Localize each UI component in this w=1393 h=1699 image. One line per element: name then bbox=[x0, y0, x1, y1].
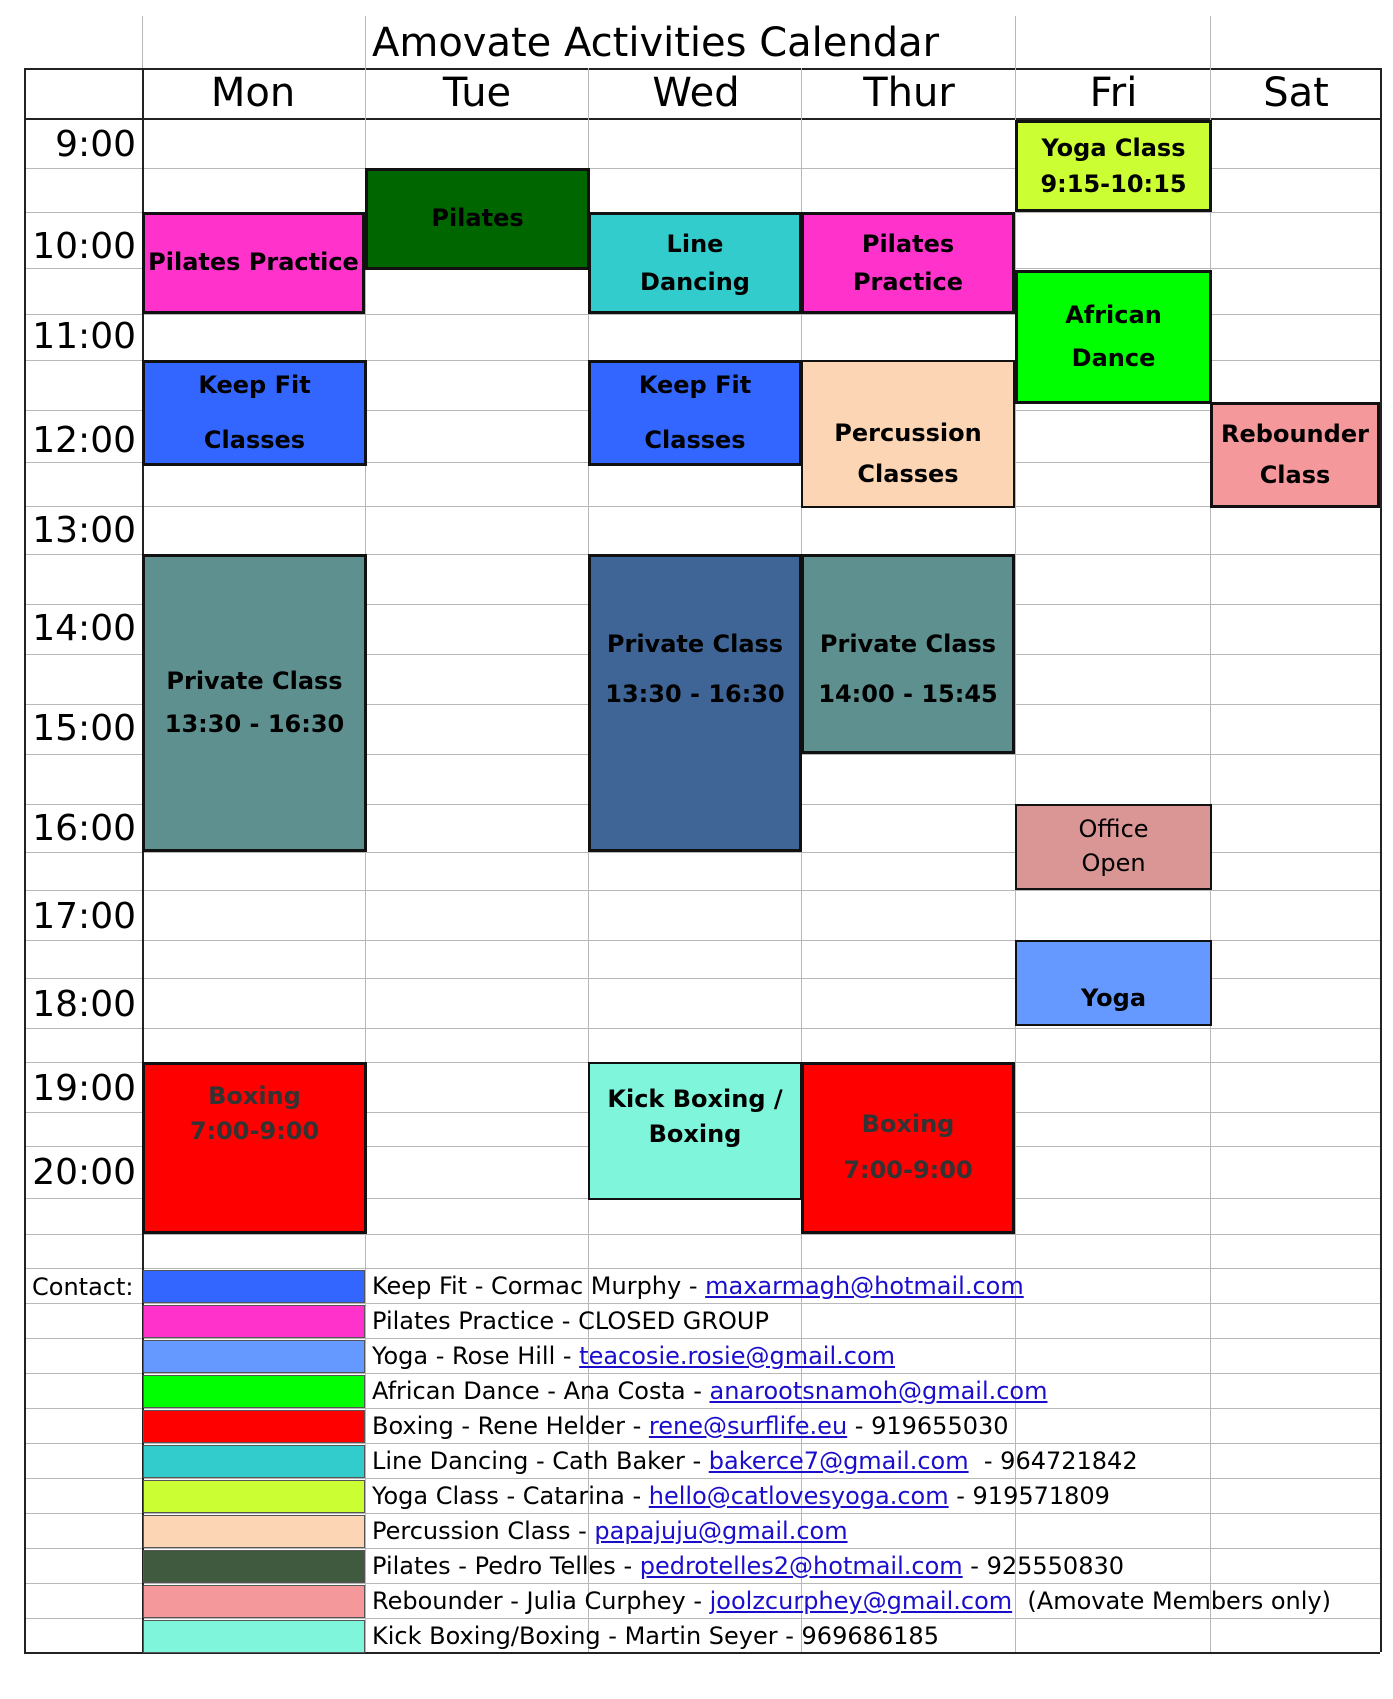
event-label: Yoga bbox=[1080, 983, 1147, 1012]
legend-text: Line Dancing - Cath Baker - bbox=[372, 1447, 709, 1475]
legend-text: Yoga Class - Catarina - bbox=[372, 1482, 649, 1510]
legend-entry-yoga-class bbox=[372, 1482, 1110, 1510]
time-label-1000: 10:00 bbox=[32, 226, 136, 267]
time-label-1300: 13:00 bbox=[32, 510, 136, 551]
legend-swatch-pilates bbox=[143, 1550, 365, 1583]
time-label-1100: 11:00 bbox=[32, 316, 136, 357]
legend-email-link[interactable]: papajuju@gmail.com bbox=[594, 1517, 848, 1545]
page-title: Amovate Activities Calendar bbox=[372, 20, 940, 66]
time-label-1900: 19:00 bbox=[32, 1068, 136, 1109]
legend-email-link[interactable]: joolzcurphey@gmail.com bbox=[709, 1587, 1013, 1615]
event-thu-percussion[interactable] bbox=[801, 360, 1015, 508]
event-label: Private Class bbox=[819, 630, 997, 658]
legend-email-link[interactable]: anarootsnamoh@gmail.com bbox=[709, 1377, 1048, 1405]
legend-text-suffix: - 925550830 bbox=[962, 1552, 1124, 1580]
event-mon-pilates-practice[interactable] bbox=[142, 212, 365, 314]
event-mon-keep-fit[interactable] bbox=[142, 360, 367, 466]
event-label: Line bbox=[666, 229, 724, 258]
event-label: Keep Fit bbox=[638, 370, 752, 399]
event-wed-line-dancing[interactable] bbox=[588, 212, 802, 314]
legend-email-link[interactable]: pedrotelles2@hotmail.com bbox=[639, 1552, 963, 1580]
legend-email-link[interactable]: bakerce7@gmail.com bbox=[708, 1447, 969, 1475]
legend-entry-line-dancing bbox=[372, 1447, 1138, 1475]
event-label: 14:00 - 15:45 bbox=[818, 680, 998, 709]
event-label: 13:30 - 16:30 bbox=[605, 680, 785, 709]
event-label: Kick Boxing / bbox=[607, 1085, 783, 1113]
legend-swatch-kick-boxing bbox=[143, 1620, 365, 1653]
event-label: Pilates bbox=[431, 204, 524, 233]
legend-entry-yoga bbox=[372, 1342, 895, 1370]
contact-label: Contact: bbox=[32, 1273, 134, 1301]
time-label-0900: 9:00 bbox=[55, 124, 136, 165]
time-label-1700: 17:00 bbox=[32, 896, 136, 937]
event-fri-yoga[interactable] bbox=[1015, 940, 1212, 1026]
event-label: Dance bbox=[1071, 344, 1156, 372]
event-label: Classes bbox=[857, 460, 959, 488]
event-label: Boxing bbox=[648, 1119, 742, 1148]
legend-entry-pilates bbox=[372, 1552, 1124, 1580]
event-label: Percussion bbox=[834, 419, 982, 448]
legend-entry-rebounder bbox=[372, 1587, 1331, 1615]
legend-entry-keep-fit bbox=[372, 1272, 1024, 1300]
event-label: Private Class bbox=[606, 630, 784, 658]
legend-swatch-keep-fit bbox=[143, 1270, 365, 1303]
legend-email-link[interactable]: maxarmagh@hotmail.com bbox=[705, 1272, 1024, 1300]
legend-swatch-yoga-class bbox=[143, 1480, 365, 1513]
event-fri-office-open[interactable] bbox=[1015, 804, 1212, 890]
legend-entry-percussion bbox=[372, 1517, 848, 1545]
event-label: Classes bbox=[644, 426, 746, 454]
day-header-wed: Wed bbox=[652, 70, 740, 116]
time-label-1500: 15:00 bbox=[32, 708, 136, 749]
time-label-1400: 14:00 bbox=[32, 608, 136, 649]
event-label: Office bbox=[1078, 815, 1149, 844]
time-label-1200: 12:00 bbox=[32, 420, 136, 461]
event-label: Keep Fit bbox=[198, 370, 311, 399]
event-label: Pilates bbox=[861, 229, 955, 258]
legend-text: Percussion Class - bbox=[372, 1517, 595, 1545]
time-label-2000: 20:00 bbox=[32, 1152, 136, 1193]
event-label: Dancing bbox=[640, 268, 750, 296]
legend-text: African Dance - Ana Costa - bbox=[372, 1377, 710, 1405]
legend-email-link[interactable]: hello@catlovesyoga.com bbox=[648, 1482, 949, 1510]
event-thu-pilates-practice[interactable] bbox=[801, 212, 1015, 314]
event-wed-private-class[interactable] bbox=[588, 554, 802, 852]
legend-text: Boxing - Rene Helder - bbox=[372, 1412, 649, 1440]
day-header-mon: Mon bbox=[210, 70, 296, 116]
event-label: Pilates Practice bbox=[148, 248, 359, 277]
legend-text-suffix: - 919655030 bbox=[847, 1412, 1009, 1440]
event-fri-african-dance[interactable] bbox=[1015, 270, 1212, 404]
event-label: 9:15-10:15 bbox=[1040, 170, 1187, 198]
legend-text-suffix: (Amovate Members only) bbox=[1012, 1587, 1331, 1615]
legend-entry-pilates-practice bbox=[372, 1307, 769, 1335]
time-label-1800: 18:00 bbox=[32, 984, 136, 1025]
event-thu-private-class[interactable] bbox=[801, 554, 1015, 754]
event-sat-rebounder[interactable] bbox=[1210, 402, 1380, 508]
legend-text: Kick Boxing/Boxing - Martin Seyer - 969686185 bbox=[372, 1622, 939, 1650]
legend-text-suffix: - 964721842 bbox=[968, 1447, 1138, 1475]
day-header-fri: Fri bbox=[1089, 70, 1138, 116]
event-wed-keep-fit[interactable] bbox=[588, 360, 802, 466]
legend-swatch-rebounder bbox=[143, 1585, 365, 1618]
legend-entry-kick-boxing bbox=[372, 1622, 939, 1650]
event-label: 7:00-9:00 bbox=[189, 1116, 320, 1145]
legend-entry-african-dance bbox=[372, 1377, 1048, 1405]
legend-email-link[interactable]: rene@surflife.eu bbox=[648, 1412, 848, 1440]
day-header-thur: Thur bbox=[863, 70, 955, 116]
legend-email-link[interactable]: teacosie.rosie@gmail.com bbox=[579, 1342, 896, 1370]
legend-text: Yoga - Rose Hill - bbox=[372, 1342, 580, 1370]
event-label: 13:30 - 16:30 bbox=[164, 710, 345, 738]
day-header-sat: Sat bbox=[1263, 70, 1329, 116]
legend-text: Pilates - Pedro Telles - bbox=[372, 1552, 640, 1580]
legend-swatch-pilates-practice bbox=[143, 1305, 365, 1338]
event-label: Rebounder bbox=[1221, 420, 1369, 449]
legend-text: Pilates Practice - CLOSED GROUP bbox=[372, 1307, 769, 1335]
legend-text: Keep Fit - Cormac Murphy - bbox=[372, 1272, 706, 1300]
event-label: Open bbox=[1081, 849, 1146, 877]
event-thu-boxing[interactable] bbox=[801, 1062, 1015, 1234]
event-mon-private-class[interactable] bbox=[142, 554, 367, 852]
event-wed-kick-boxing[interactable] bbox=[588, 1062, 802, 1200]
event-label: Class bbox=[1259, 461, 1331, 489]
event-tue-pilates[interactable] bbox=[365, 168, 590, 270]
event-label: African bbox=[1065, 300, 1162, 329]
legend-swatch-boxing bbox=[143, 1410, 365, 1443]
event-label: Boxing bbox=[861, 1110, 955, 1139]
event-label: Private Class bbox=[166, 666, 343, 695]
legend-text-suffix: - 919571809 bbox=[948, 1482, 1110, 1510]
event-label: 7:00-9:00 bbox=[843, 1156, 973, 1184]
event-mon-boxing[interactable] bbox=[142, 1062, 367, 1234]
legend-swatch-percussion bbox=[143, 1515, 365, 1548]
event-label: Boxing bbox=[208, 1082, 301, 1110]
legend-swatch-line-dancing bbox=[143, 1445, 365, 1478]
time-label-1600: 16:00 bbox=[32, 808, 136, 849]
day-header-tue: Tue bbox=[442, 70, 512, 116]
event-label: Practice bbox=[852, 268, 964, 296]
legend-entry-boxing bbox=[372, 1412, 1009, 1440]
event-label: Classes bbox=[203, 426, 306, 454]
event-label: Yoga Class bbox=[1041, 134, 1186, 162]
legend-swatch-african-dance bbox=[143, 1375, 365, 1408]
event-fri-yoga-class[interactable] bbox=[1015, 120, 1212, 212]
legend-text: Rebounder - Julia Curphey - bbox=[372, 1587, 710, 1615]
legend-swatch-yoga bbox=[143, 1340, 365, 1373]
